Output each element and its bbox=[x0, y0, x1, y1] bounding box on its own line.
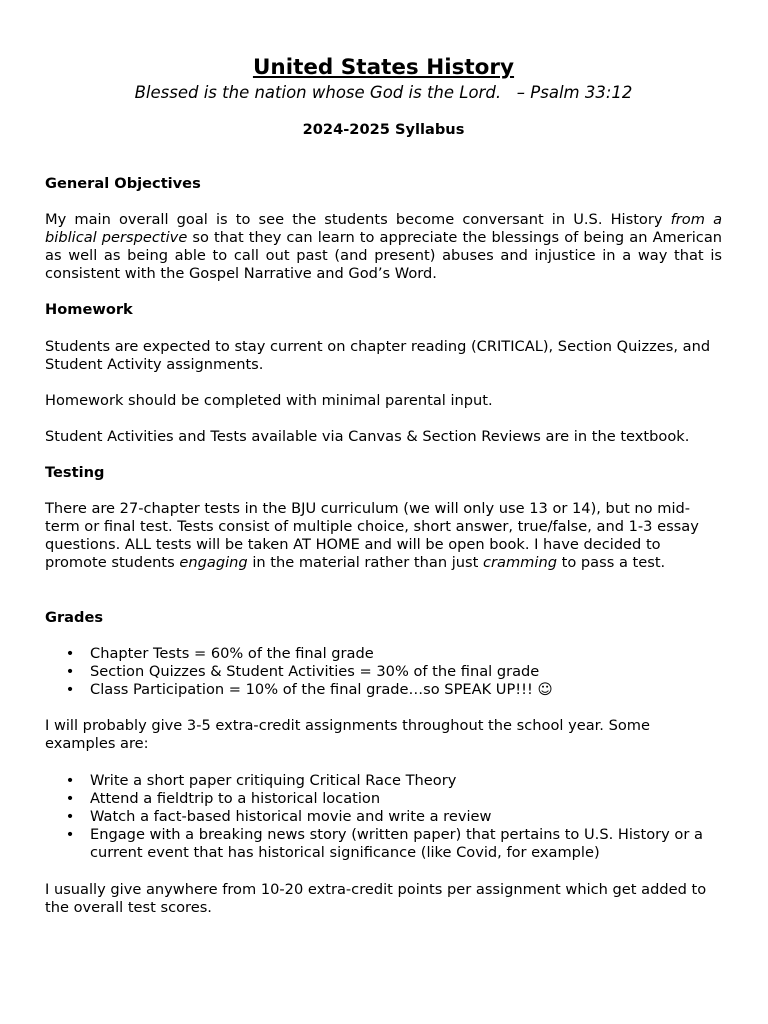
list-item: • Engage with a breaking news story (written paper) that pertains to U.S. History or a current event that has historical significance (like Covid, for example) bbox=[65, 826, 703, 861]
homework-paragraph-2: Homework should be completed with minimal parental input. bbox=[45, 392, 493, 409]
testing-text-end: to pass a test. bbox=[556, 554, 666, 571]
testing-heading: Testing bbox=[45, 464, 105, 481]
bullet: • bbox=[65, 808, 75, 825]
objectives-paragraph bbox=[45, 211, 722, 283]
bullet: • bbox=[65, 681, 75, 698]
list-item: • Attend a fieldtrip to a historical location bbox=[65, 790, 381, 807]
objectives-text-end: so that they can learn to appreciate the blessings of being an American as well as being able to call out past (and present) abuses and injustice in a way that is consistent with the Gospel Narrative and God’s Word. bbox=[45, 229, 723, 282]
bullet: • bbox=[65, 772, 75, 789]
extra-credit-intro: I will probably give 3-5 extra-credit assignments throughout the school year. Some examples are: bbox=[45, 717, 650, 752]
objectives-heading: General Objectives bbox=[45, 175, 201, 192]
objectives-text-start: My main overall goal is to see the students become conversant in U.S. History bbox=[45, 211, 663, 228]
homework-heading: Homework bbox=[45, 301, 133, 318]
grades-heading: Grades bbox=[45, 609, 104, 626]
syllabus-heading: 2024-2025 Syllabus bbox=[302, 121, 465, 138]
list-item: • Write a short paper critiquing Critical Race Theory bbox=[65, 772, 457, 789]
testing-paragraph bbox=[45, 500, 722, 572]
document-title: United States History bbox=[252, 55, 515, 80]
list-item: • Chapter Tests = 60% of the final grade bbox=[65, 645, 374, 662]
list-item: • Section Quizzes & Student Activities = 30% of the final grade bbox=[65, 663, 540, 680]
bullet: • bbox=[65, 645, 75, 662]
list-item: • Watch a fact-based historical movie and write a review bbox=[65, 808, 492, 825]
testing-text-start: There are 27-chapter tests in the BJU curriculum (we will only use 13 or 14), but no mid-term or final test. Tests consist of multiple choice, short answer, true/false, and 1-3 essay questions. ALL tests will be taken AT HOME and will be open book. I have decided to promote students bbox=[45, 500, 699, 571]
homework-paragraph-3: Student Activities and Tests available via Canvas & Section Reviews are in the textbook. bbox=[45, 428, 690, 445]
bullet: • bbox=[65, 790, 75, 807]
scripture-verse: Blessed is the nation whose God is the Lord. – Psalm 33:12 bbox=[134, 83, 633, 102]
extra-credit-closing: I usually give anywhere from 10-20 extra-credit points per assignment which get added to the overall test scores. bbox=[45, 881, 707, 916]
homework-paragraph-1: Students are expected to stay current on chapter reading (CRITICAL), Section Quizzes, and Student Activity assignments. bbox=[45, 338, 711, 373]
testing-text-middle: in the material rather than just bbox=[252, 554, 479, 571]
testing-emphasis-engaging: engaging bbox=[179, 554, 248, 571]
extra-credit-list bbox=[45, 772, 722, 862]
list-item: • Class Participation = 10% of the final grade…so SPEAK UP!!! ☺ bbox=[65, 681, 553, 698]
objectives-emphasis: from a biblical perspective bbox=[45, 211, 723, 246]
bullet: • bbox=[65, 663, 75, 680]
testing-emphasis-cramming: cramming bbox=[483, 554, 557, 571]
grades-list bbox=[45, 645, 722, 699]
bullet: • bbox=[65, 826, 75, 843]
